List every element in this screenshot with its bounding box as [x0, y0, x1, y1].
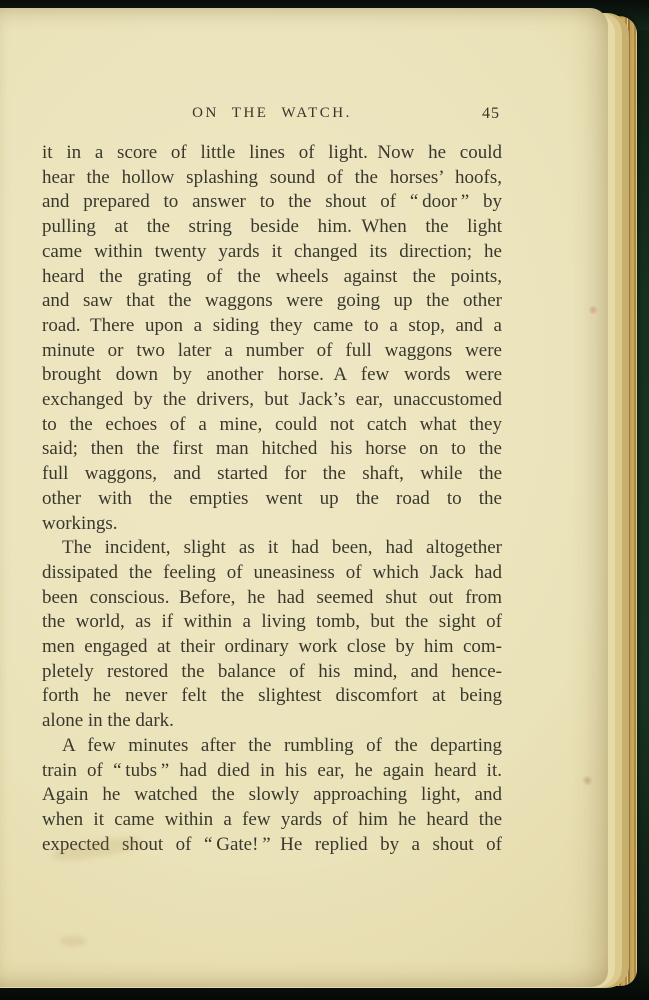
paper-stain — [582, 775, 593, 786]
text-line: expected shout of “ Gate! ” He replied by a shout of — [42, 833, 502, 855]
running-title: ON THE WATCH. — [192, 105, 352, 121]
text-line: to the echoes of a mine, could not catch what they — [42, 413, 502, 435]
paragraph — [42, 536, 502, 734]
text-line: when it came within a few yards of him he heard the — [42, 808, 502, 830]
text-line: the world, as if within a living tomb, but the sight of — [42, 611, 502, 633]
text-line: The incident, slight as it had been, had altogether — [62, 537, 502, 559]
text-line: said; then the first man hitched his horse on to the — [42, 438, 502, 460]
text-line: brought down by another horse. A few words were — [42, 364, 502, 386]
text-line: forth he never felt the slightest discomfort at being — [42, 685, 502, 707]
text-line: and saw that the waggons were going up the other — [42, 290, 502, 312]
text-line: minute or two later a number of full waggons were — [42, 339, 502, 361]
paper-stain — [60, 936, 86, 946]
body-text — [42, 141, 502, 857]
text-line: men engaged at their ordinary work close by him com- — [42, 636, 502, 658]
text-line: road. There upon a siding they came to a stop, and a — [42, 314, 502, 336]
text-line: heard the grating of the wheels against the points, — [42, 265, 502, 287]
text-line: dissipated the feeling of uneasiness of which Jack had — [42, 561, 502, 583]
text-line: other with the empties went up the road to the — [42, 487, 502, 509]
text-line: Again he watched the slowly approaching light, and — [42, 784, 502, 806]
text-line: came within twenty yards it changed its direction; he — [42, 240, 502, 262]
text-line: been conscious. Before, he had seemed shut out from — [42, 586, 502, 608]
running-head — [42, 105, 502, 127]
text-line: full waggons, and started for the shaft, while the — [42, 463, 502, 485]
book-page — [0, 8, 608, 987]
text-line: pulling at the string beside him. When the light — [42, 216, 502, 238]
text-line: alone in the dark. — [42, 710, 174, 732]
text-line: train of “ tubs ” had died in his ear, he again heard it. — [42, 759, 502, 781]
paragraph — [42, 141, 502, 536]
text-line: hear the hollow splashing sound of the horses’ hoofs, — [42, 166, 502, 188]
paper-stain — [588, 305, 598, 315]
page-number: 45 — [482, 105, 500, 122]
text-line: exchanged by the drivers, but Jack’s ear, unaccustomed — [42, 389, 502, 411]
text-line: workings. — [42, 512, 118, 534]
text-line: and prepared to answer to the shout of “ door ” by — [42, 191, 502, 213]
text-line: it in a score of little lines of light. Now he could — [42, 142, 502, 163]
text-line: pletely restored the balance of his mind, and hence- — [42, 660, 502, 682]
text-line: A few minutes after the rumbling of the departing — [62, 734, 502, 756]
paragraph — [42, 734, 502, 858]
